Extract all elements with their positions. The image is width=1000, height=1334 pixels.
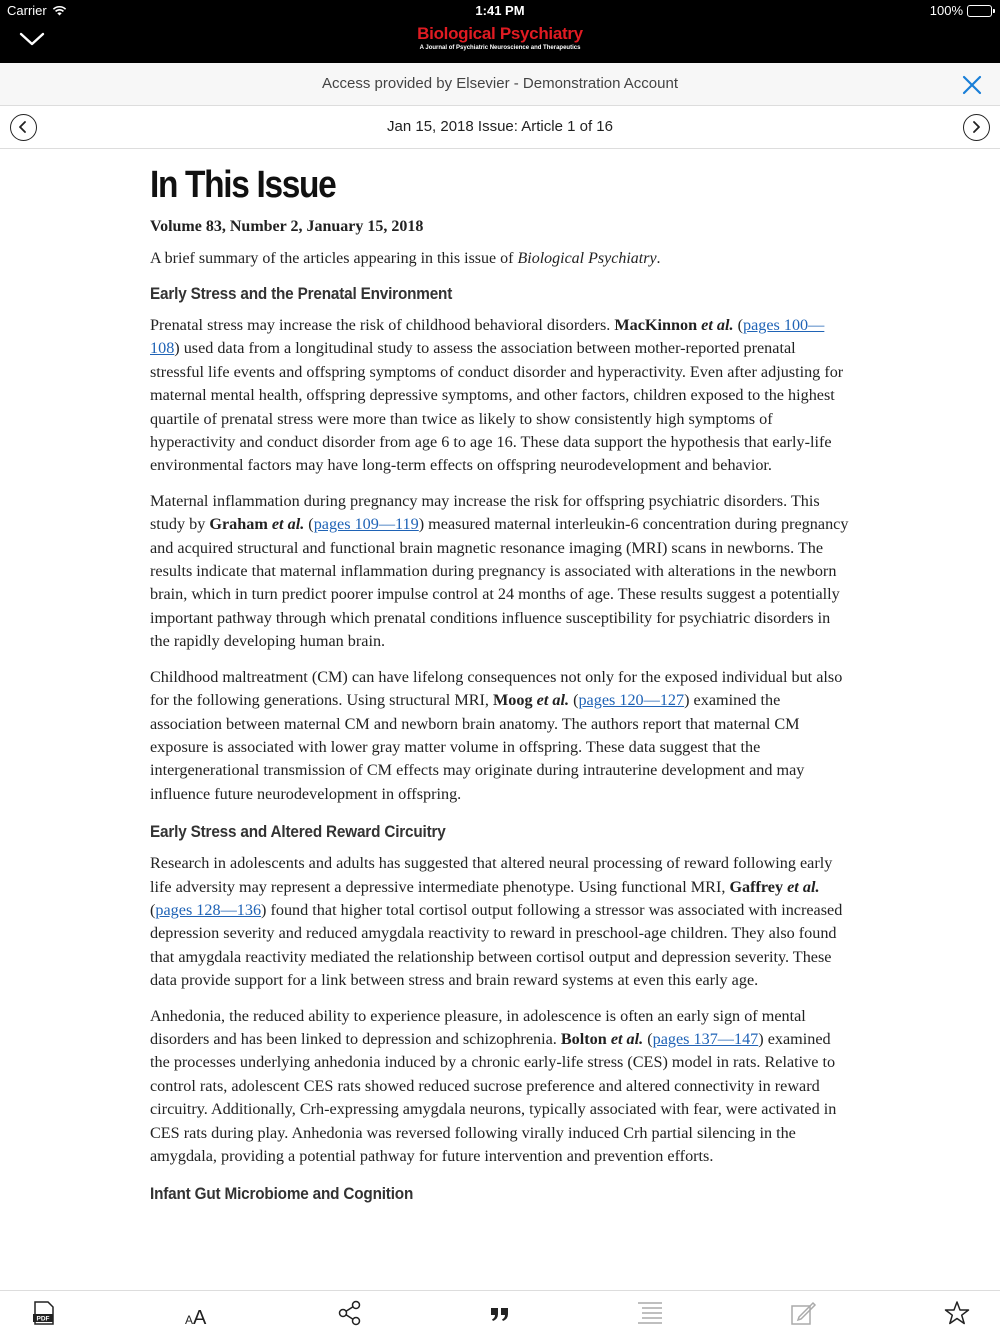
section-heading: Infant Gut Microbiome and Cognition	[150, 1184, 414, 1204]
summary-paragraph	[150, 852, 850, 992]
pdf-icon	[30, 1299, 58, 1327]
et-al: et al.	[697, 316, 734, 334]
et-al: et al.	[606, 1029, 644, 1048]
author-name: Bolton	[560, 1029, 607, 1048]
section-heading: Early Stress and Altered Reward Circuitry	[150, 822, 446, 842]
bookmark-button[interactable]	[943, 1299, 971, 1327]
paragraph-text: Research in adolescents and adults has suggested that altered neural processing of reward following early life adversity may represent a depressive intermediate phenotype. Using functional MRI,	[150, 854, 833, 896]
share-icon	[336, 1299, 364, 1327]
next-article-button[interactable]	[963, 114, 990, 141]
author-name: Moog	[493, 691, 533, 710]
bottom-toolbar	[0, 1290, 1000, 1334]
pages-link[interactable]: pages 128—136	[155, 900, 262, 919]
summary-paragraph	[150, 490, 850, 654]
outline-button[interactable]	[636, 1299, 664, 1327]
article-brief	[150, 250, 850, 268]
author-name: Gaffrey	[729, 877, 784, 896]
paren-open: (	[733, 316, 743, 334]
pdf-button[interactable]	[30, 1299, 58, 1327]
paren-open: (	[569, 691, 579, 710]
paren-open: (	[150, 900, 156, 919]
clock: 1:41 PM	[475, 3, 525, 18]
carrier-label: Carrier	[7, 3, 47, 18]
article-content	[150, 160, 850, 1214]
summary-paragraph	[150, 666, 850, 806]
top-bar	[0, 0, 1000, 63]
brief-post: .	[656, 250, 661, 267]
pages-link[interactable]: pages 120—127	[578, 691, 685, 710]
paragraph-text: Maternal inflammation during pregnancy may increase the risk for offspring psychiatric disorders. This study by	[150, 491, 820, 534]
paren-open: (	[643, 1029, 653, 1048]
paragraph-text: Childhood maltreatment (CM) can have lifelong consequences not only for the exposed individual but also for the following generations. Using structural MRI,	[150, 667, 843, 710]
notes-icon	[789, 1299, 817, 1327]
quote-icon	[486, 1299, 514, 1327]
section-heading: Early Stress and the Prenatal Environment	[150, 284, 453, 303]
close-icon[interactable]	[960, 73, 984, 97]
text-size-icon	[183, 1299, 211, 1327]
issue-navigation	[0, 106, 1000, 149]
svg-text:A: A	[185, 1313, 194, 1327]
outline-icon	[636, 1299, 664, 1327]
battery-icon	[967, 5, 992, 17]
battery-indicator	[930, 3, 992, 18]
cite-button[interactable]	[486, 1299, 514, 1327]
et-al: et al.	[532, 691, 570, 710]
status-bar	[0, 0, 1000, 22]
brief-journal: Biological Psychiatry	[517, 250, 657, 267]
article-title: In This Issue	[150, 164, 336, 206]
paragraph-text: ) examined the processes underlying anhedonia induced by a chronic early-life stress (CES) model in rats. Relative to control rats, adolescent CES rats showed reduced sucrose preference and altered connectivity in reward circuitry. Additionally, Crh-expressing amygdala neurons, typically associated with fear, were activated in CES rats during play. Anhedonia was reversed following virally induced Crh partial silencing in the amygdala, providing a potential pathway for future intervention and prevention efforts.	[150, 1029, 837, 1165]
paragraph-text: Prenatal stress may increase the risk of childhood behavioral disorders.	[150, 316, 615, 334]
et-al: et al.	[267, 515, 305, 534]
chevron-right-icon	[964, 115, 988, 139]
pages-link[interactable]: pages 109—119	[313, 515, 419, 534]
paren-open: (	[304, 515, 314, 534]
summary-paragraph	[150, 1005, 850, 1169]
paragraph-text: ) used data from a longitudinal study to assess the association between mother-reported prenatal stressful life events and offspring symptoms of conduct disorder and hyperactivity. Even after adjusting for maternal mental health, offspring depressive symptoms, and other factors, children exposed to the highest quartile of prenatal stress were more than twice as likely to show consistently high symptoms of hyperactivity and conduct disorder from age 6 to age 16. These data support the hypothesis that early-life environmental factors may have long-term effects on offspring neurodevelopment and behavior.	[150, 339, 844, 475]
journal-name: Biological Psychiatry	[417, 24, 583, 43]
text-size-button[interactable]	[183, 1299, 211, 1327]
pages-link[interactable]: pages 100—108	[150, 316, 825, 358]
paragraph-text: ) examined the association between maternal CM and newborn brain anatomy. The authors report that maternal CM exposure is associated with lower gray matter volume in offspring. These data suggest that the intergenerational transmission of CM effects may originate during intrauterine development and may influence future neurodevelopment in offspring.	[150, 691, 805, 803]
paragraph-text: ) found that higher total cortisol output following a stressor was associated with increased depression severity and reduced amygdala reactivity to reward in preschool-age children. They also found that amygdala reactivity mediated the relationship between cortisol output and depression severity. These data provide support for a link between stress and brain reward systems at even this early age.	[150, 900, 843, 990]
brief-pre: A brief summary of the articles appearing in this issue of	[150, 250, 518, 267]
share-button[interactable]	[336, 1299, 364, 1327]
author-name: MacKinnon	[614, 316, 698, 334]
svg-text:A: A	[193, 1307, 207, 1327]
journal-logo	[0, 24, 1000, 52]
et-al: et al.	[783, 877, 820, 896]
access-banner	[0, 63, 1000, 106]
summary-paragraph	[150, 314, 850, 478]
access-text: Access provided by Elsevier - Demonstration Account	[322, 75, 678, 92]
author-name: Graham	[209, 515, 268, 534]
issue-position: Jan 15, 2018 Issue: Article 1 of 16	[387, 118, 613, 135]
paragraph-text: Anhedonia, the reduced ability to experience pleasure, in adolescence is often an early sign of mental disorders and has been linked to depression and schizophrenia.	[150, 1006, 806, 1048]
svg-text:PDF: PDF	[36, 1315, 50, 1323]
star-icon	[943, 1299, 971, 1327]
notes-button[interactable]	[789, 1299, 817, 1327]
pages-link[interactable]: pages 137—147	[652, 1029, 759, 1048]
paragraph-text: ) measured maternal interleukin-6 concentration during pregnancy and acquired structural and functional brain magnetic resonance imaging (MRI) scans in newborns. The results indicate that maternal inflammation during pregnancy is associated with alterations in the newborn brain, which in turn predict poorer impulse control at 24 months of age. These results suggest a potentially important pathway through which prenatal conditions influence susceptibility for psychiatric disorders in the rapidly developing human brain.	[150, 515, 849, 651]
volume-info: Volume 83, Number 2, January 15, 2018	[150, 218, 424, 235]
battery-percent: 100%	[929, 3, 963, 18]
journal-tagline: A Journal of Psychiatric Neuroscience and Therapeutics	[419, 45, 581, 51]
